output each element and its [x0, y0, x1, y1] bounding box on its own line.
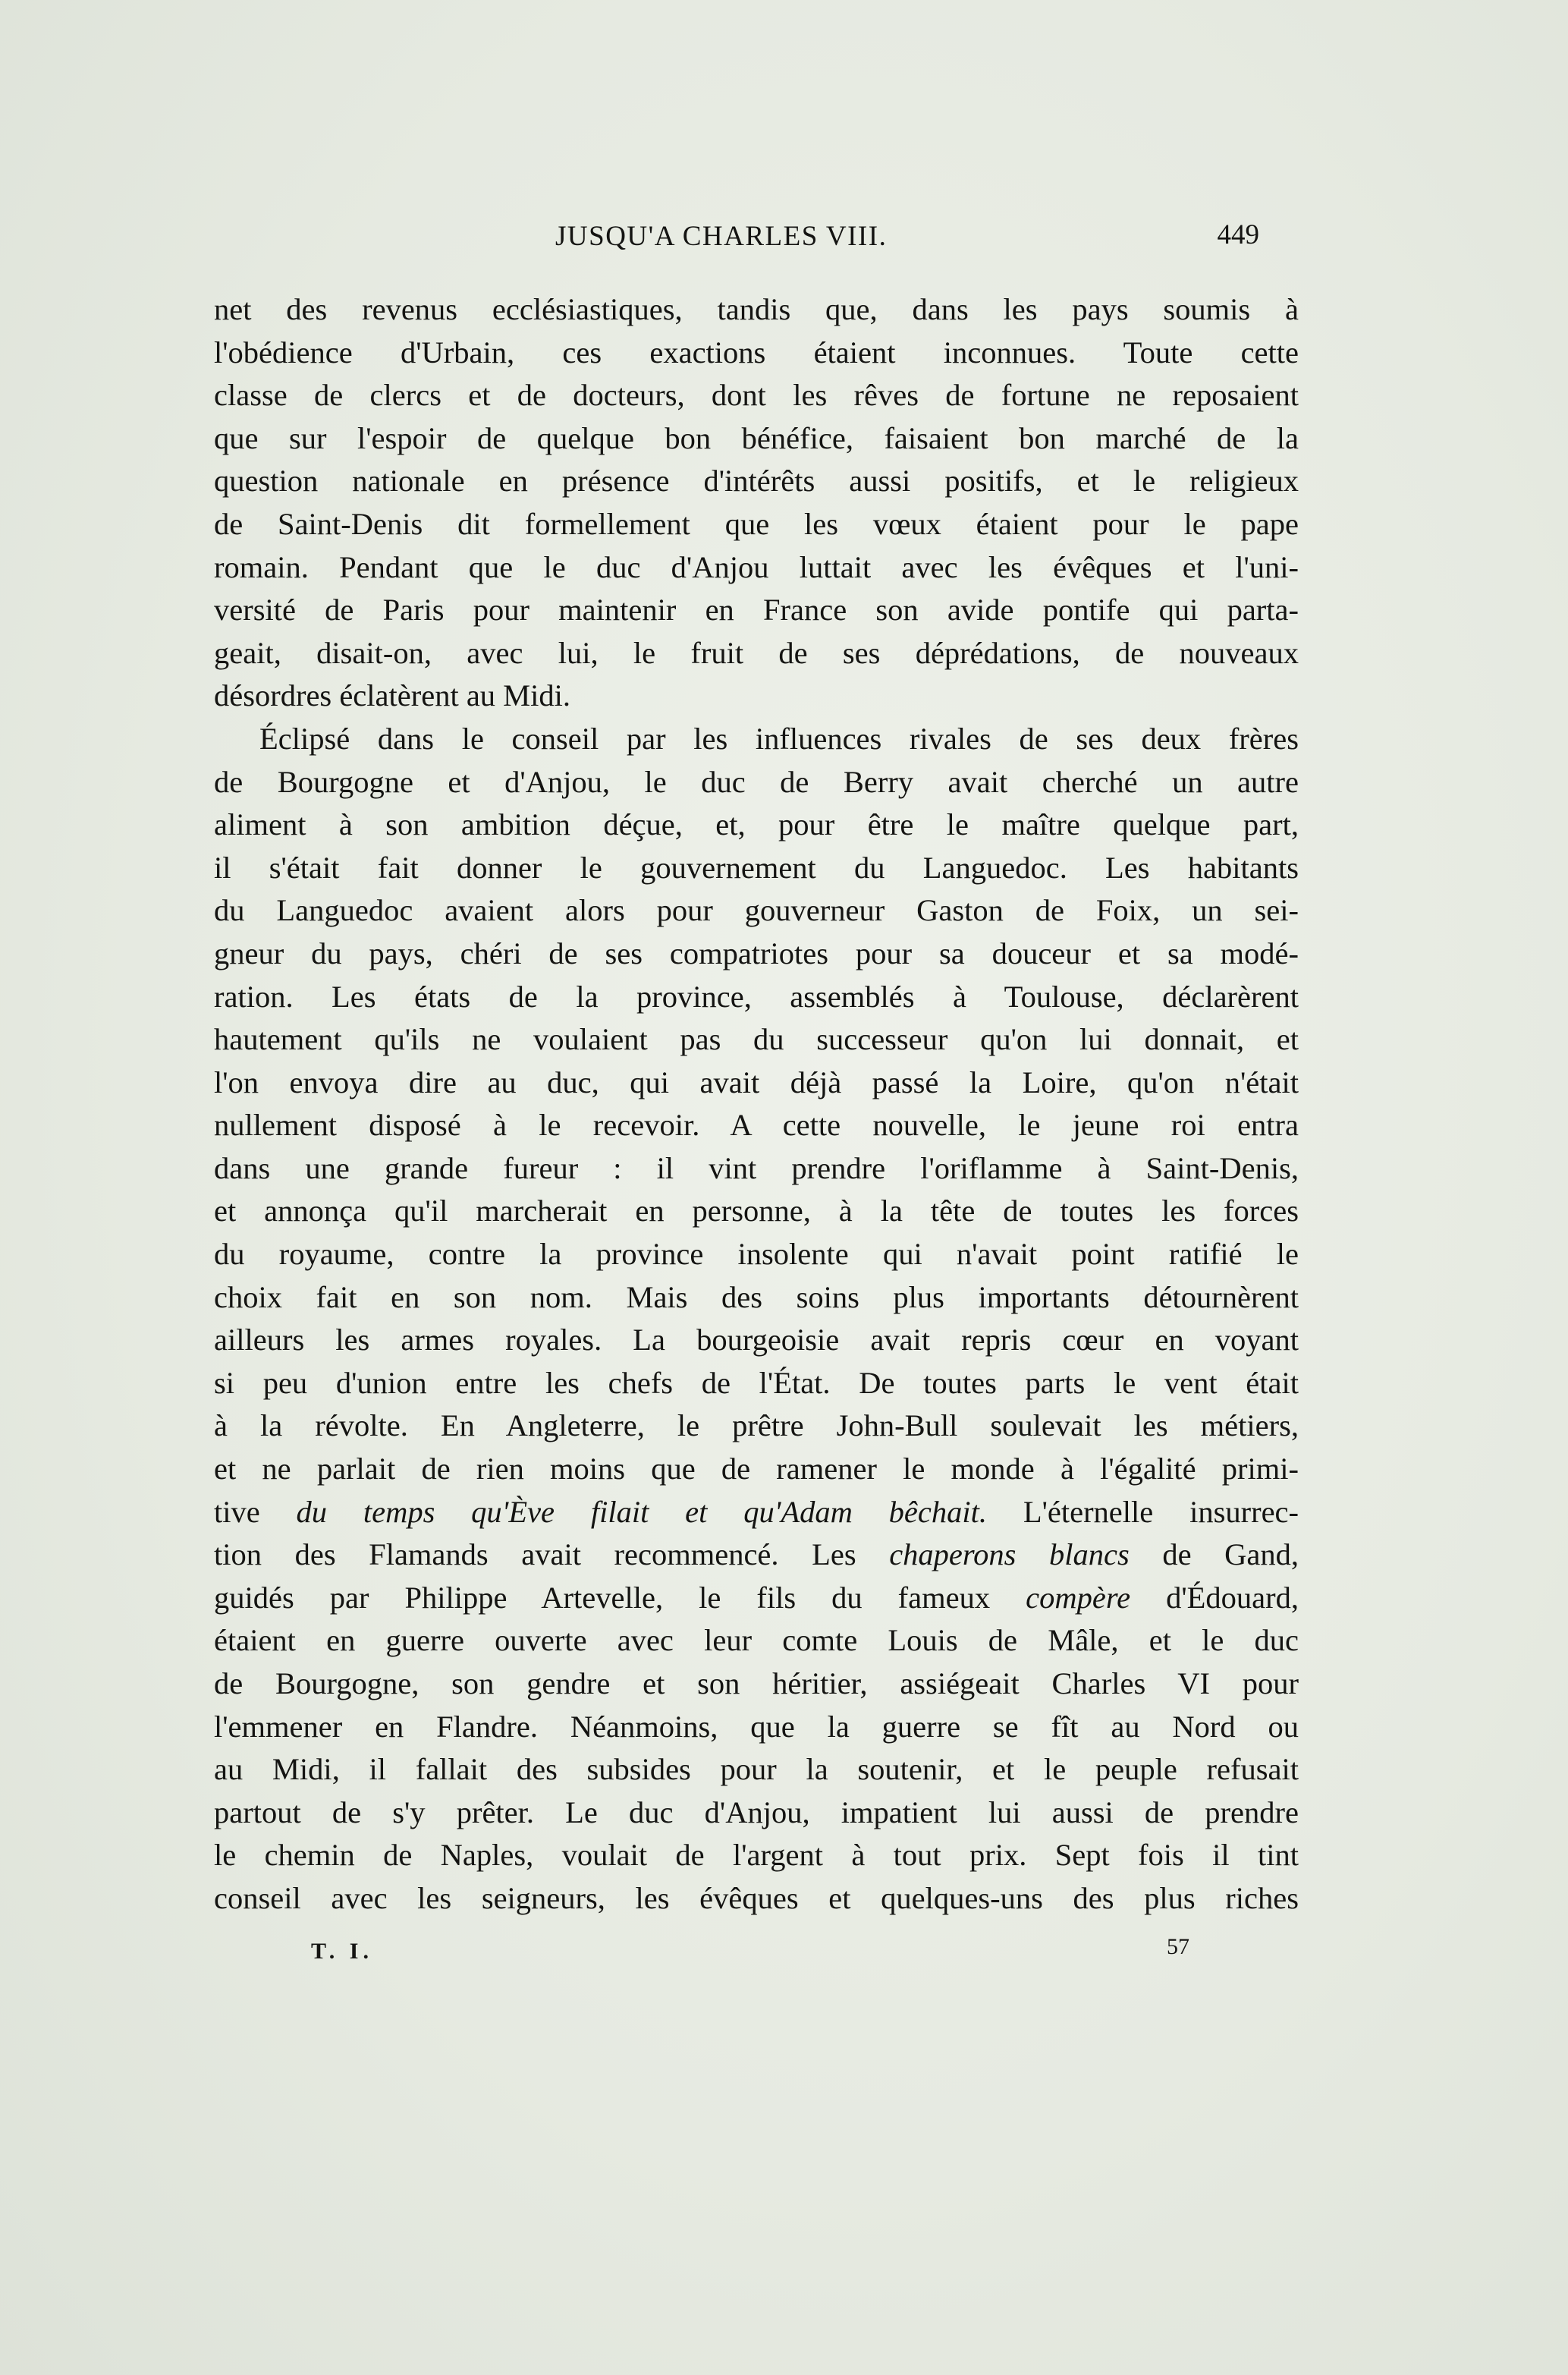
- text-line-mixed: [214, 1577, 1299, 1620]
- text-line: question nationale en présence d'intérêts aussi positifs, et le religieux: [214, 464, 1299, 499]
- body-text: [214, 288, 1299, 1920]
- text-line: dans une grande fureur : il vint prendre l'oriflamme à Saint-Denis,: [214, 1150, 1299, 1185]
- text-line: il s'était fait donner le gouvernement du Languedoc. Les habitants: [214, 850, 1299, 885]
- text-line: désordres éclatèrent au Midi.: [214, 678, 571, 713]
- text-line-mixed: [214, 1491, 1299, 1534]
- text-run: tion des Flamands avait recommencé. Les: [214, 1537, 890, 1572]
- text-line: le chemin de Naples, voulait de l'argent à tout prix. Sept fois il tint: [214, 1838, 1299, 1873]
- text-line: versité de Paris pour maintenir en France son avide pontife qui parta-: [214, 593, 1299, 628]
- text-line: du Languedoc avaient alors pour gouverneur Gaston de Foix, un sei-: [214, 893, 1299, 928]
- text-line: geait, disait-on, avec lui, le fruit de ses déprédations, de nouveaux: [214, 635, 1299, 670]
- volume-mark: T. I.: [311, 1939, 373, 1964]
- text-line: que sur l'espoir de quelque bon bénéfice, faisaient bon marché de la: [214, 420, 1299, 455]
- text-line: gneur du pays, chéri de ses compatriotes pour sa douceur et sa modé-: [214, 936, 1299, 970]
- text-line: net des revenus ecclésiastiques, tandis que, dans les pays soumis à: [214, 292, 1299, 326]
- text-line: ration. Les états de la province, assemblés à Toulouse, déclarèrent: [214, 979, 1299, 1014]
- text-line: l'emmener en Flandre. Néanmoins, que la guerre se fît au Nord ou: [214, 1709, 1299, 1744]
- text-line: aliment à son ambition déçue, et, pour être le maître quelque part,: [214, 807, 1299, 842]
- italic-phrase: du temps qu'Ève filait et qu'Adam bêchait.: [296, 1494, 988, 1529]
- text-line: nullement disposé à le recevoir. A cette nouvelle, le jeune roi entra: [214, 1108, 1299, 1143]
- text-line: au Midi, il fallait des subsides pour la soutenir, et le peuple refusait: [214, 1752, 1299, 1787]
- text-line: hautement qu'ils ne voulaient pas du successeur qu'on lui donnait, et: [214, 1022, 1299, 1057]
- text-run: de Gand,: [1129, 1537, 1299, 1572]
- page-number: 449: [1217, 219, 1259, 250]
- text-line: l'obédience d'Urbain, ces exactions étaient inconnues. Toute cette: [214, 335, 1299, 370]
- text-line: Éclipsé dans le conseil par les influences rivales de ses deux frères: [259, 721, 1299, 756]
- text-run: guidés par Philippe Artevelle, le fils du fameux: [214, 1580, 1026, 1615]
- text-line: à la révolte. En Angleterre, le prêtre John-Bull soulevait les métiers,: [214, 1408, 1299, 1443]
- text-line-mixed: [214, 1534, 1299, 1577]
- text-line: de Bourgogne et d'Anjou, le duc de Berry avait cherché un autre: [214, 764, 1299, 799]
- text-run: tive: [214, 1494, 297, 1529]
- text-line: et annonça qu'il marcherait en personne, à la tête de toutes les forces: [214, 1194, 1299, 1228]
- text-line: conseil avec les seigneurs, les évêques et quelques-uns des plus riches: [214, 1880, 1299, 1915]
- text-line: de Bourgogne, son gendre et son héritier, assiégeait Charles VI pour: [214, 1666, 1299, 1700]
- text-line: romain. Pendant que le duc d'Anjou luttait avec les évêques et l'uni-: [214, 549, 1299, 584]
- running-title: JUSQU'A CHARLES VIII.: [555, 221, 888, 252]
- page-footer: [228, 1934, 1297, 1977]
- text-line: étaient en guerre ouverte avec leur comte Louis de Mâle, et le duc: [214, 1623, 1299, 1658]
- text-line: choix fait en son nom. Mais des soins plus importants détournèrent: [214, 1279, 1299, 1314]
- text-run: d'Édouard,: [1130, 1580, 1299, 1615]
- text-line: l'on envoya dire au duc, qui avait déjà passé la Loire, qu'on n'était: [214, 1065, 1299, 1099]
- text-line: et ne parlait de rien moins que de ramener le monde à l'égalité primi-: [214, 1452, 1299, 1486]
- page-header: [228, 214, 1297, 260]
- text-line: ailleurs les armes royales. La bourgeoisie avait repris cœur en voyant: [214, 1323, 1299, 1357]
- text-run: L'éternelle insurrec-: [987, 1494, 1299, 1529]
- italic-phrase: compère: [1026, 1580, 1131, 1615]
- text-line: si peu d'union entre les chefs de l'État. De toutes parts le vent était: [214, 1365, 1299, 1400]
- signature-mark: 57: [1167, 1934, 1189, 1959]
- text-line: de Saint-Denis dit formellement que les vœux étaient pour le pape: [214, 506, 1299, 541]
- italic-phrase: chaperons blancs: [889, 1537, 1130, 1572]
- text-line: classe de clercs et de docteurs, dont les rêves de fortune ne reposaient: [214, 378, 1299, 413]
- text-line: du royaume, contre la province insolente qui n'avait point ratifié le: [214, 1237, 1299, 1272]
- text-line: partout de s'y prêter. Le duc d'Anjou, impatient lui aussi de prendre: [214, 1795, 1299, 1829]
